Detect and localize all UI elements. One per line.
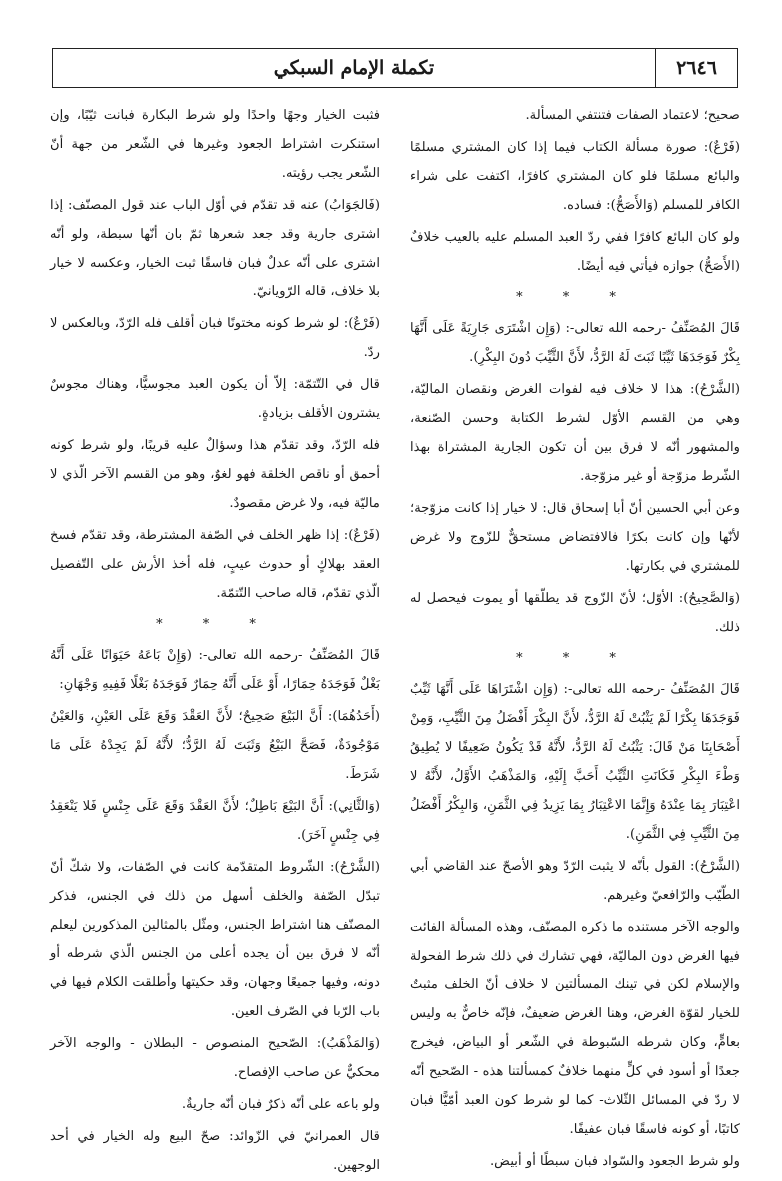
paragraph: (أَحَدُهُمَا): أَنَّ البَيْعَ صَحِيحٌ؛ لأَنَّ العَقْدَ وَقَعَ عَلَى العَيْنِ، وَالعَيْنُ مَوْجُودَةٌ، فَصَحَّ البَيْعُ وَثَبَتَ لَهُ الرَّدُّ؛ لأَنَّهُ لَمْ يَجِدْهُ عَلَى مَا شَرَطَ. (50, 709, 380, 783)
left-column (50, 102, 380, 1173)
page-title: تكملة الإمام السبكي (273, 57, 435, 79)
paragraph: (فَرْعٌ): صورة مسألة الكتاب فيما إذا كان المشتري مسلمًا والبائع مسلمًا فلو كان المشتري كافرًا، اكتفت على شراء الكافر للمسلم (وَالأَصَحُّ): فساده. (410, 139, 740, 213)
paragraph: قال العمرانيّ في الزّوائد: صحّ البيع وله الخيار في أحد الوجهين. (50, 1128, 380, 1173)
paragraph: (فَرْعٌ): إذا ظهر الخلف في الصّفة المشترطة، وقد تقدّم فسخ العقد بهلاكٍ أو حدوث عيبٍ، فله أخذ الأرش على التّفصيل الّذي تقدّم، قاله صاحب التّتمّة. (50, 527, 380, 601)
paragraph: (وَالمَذْهَبُ): الصّحيح المنصوص - البطلان - والوجه الآخر محكيٌّ عن صاحب الإفصاح. (50, 1036, 380, 1081)
paragraph: قَالَ المُصَنِّفُ -رحمه الله تعالى-: (وَإِن اشْتَرَى جَارِيَةً عَلَى أَنَّهَا بِكْرٌ فَوَجَدَهَا ثَيِّبًا ثَبَتَ لَهُ الرَّدُّ، لأَنَّ الثَّيِّبَ دُونَ البِكْرِ). (410, 321, 740, 366)
section-divider: * * * (516, 290, 634, 306)
section-divider: * * * (156, 617, 274, 633)
paragraph: قَالَ المُصَنِّفُ -رحمه الله تعالى-: (وَإِنْ بَاعَهُ حَيَوَانًا عَلَى أَنَّهُ بَغْلٌ فَوَجَدَهُ حِمَارًا، أَوْ عَلَى أَنَّهُ حِمَارٌ فَوَجَدَهُ بَغْلًا فَفِيهِ وَجْهَانِ: (50, 648, 380, 693)
paragraph: (وَالثَّانِي): أَنَّ البَيْعَ بَاطِلٌ؛ لأَنَّ العَقْدَ وَقَعَ عَلَى جِنْسٍ فَلا يَنْعَقِدُ فِي جِنْسٍ آخَرَ). (50, 798, 380, 843)
section-divider: * * * (516, 651, 634, 667)
paragraph: فثبت الخيار وجهًا واحدًا ولو شرط البكارة فبانت ثيّبًا، وإن استنكرت اشتراط الجعود وغيرها في الشّعر من جهة أنّ الشّعر يجب رؤيته. (50, 108, 380, 181)
paragraph: (فَرْعٌ): لو شرط كونه مختونًا فبان أقلف فله الرّدّ، وبالعكس لا ردّ. (50, 316, 380, 361)
paragraph: قال في التّتمّة: إلاّ أن يكون العبد مجوسيًّا، وهناك مجوسٌ يشترون الأقلف بزيادةٍ. (50, 377, 380, 422)
paragraph: (الشَّرْحُ): هذا لا خلاف فيه لفوات الغرض ونقصان الماليّة، وهي من القسم الأوّل لشرط الكتابة وحسن الصّنعة، والمشهور أنّه لا فرق بين أن تكون الجارية المشتراة بهذا الشّرط مزوّجة أو غير مزوّجة. (410, 382, 740, 484)
paragraph: صحيح؛ لاعتماد الصفات فتنتفي المسألة. (525, 108, 740, 123)
paragraph: فله الرّدّ، وقد تقدّم هذا وسؤالٌ عليه قريبًا، ولو شرط كونه أحمق أو ناقص الخلقة فهو لغوٌ، وهو من القسم الآخر الّذي لا ماليّة فيه، ولا غرض مقصودٌ. (50, 437, 380, 511)
paragraph: (فَالجَوَابُ) عنه قد تقدّم في أوّل الباب عند قول المصنّف: إذا اشترى جارية وقد جعد شعرها ثمّ بان أنّها سبطة، ولو أنّه اشترى على أنّه عدلٌ فبان فاسقًا ثبت الخيار، وعكسه لا خيار بلا خلاف، قاله الرّويانيّ. (50, 197, 380, 300)
paragraph: والوجه الآخر مستنده ما ذكره المصنّف، وهذه المسألة الفائت فيها الغرض دون الماليّة، فهي تشارك في ذلك شرط الفحولة والإسلام لكن في تينك المسألتين لا خلاف أنّ الخلف مثبتٌ للخيار لقوّة الغرض، وهنا الغرض ضعيفٌ، فإنّه خاصٌّ به وليس بعامٍّ، وكان شرطه السّبوطة في الشّعر أو البياض، فيخرج جعدًا أو أسود في كلٍّ منهما خلافٌ كمسألتنا هذه - الصّحيح أنّه لا ردّ في المسائل الثّلاث- كما لو شرط كون العبد أمّيًّا فبان كاتبًا، أو كونه فاسقًا فبان عفيفًا. (410, 919, 740, 1137)
right-column (410, 102, 740, 1169)
paragraph: ولو شرط الجعود والسّواد فبان سبطًا أو أبيض. (489, 1153, 740, 1169)
paragraph: ولو باعه على أنّه ذكرٌ فبان أنّه جاريةٌ. (181, 1097, 380, 1112)
paragraph: وعن أبي الحسين أنّ أبا إسحاق قال: لا خيار إذا كانت مزوّجة؛ لأنّها وإن كانت بكرًا فالافتضاض مستحقٌّ للزّوج ولا غرض للمشتري في بكارتها. (410, 500, 740, 574)
paragraph: ولو كان البائع كافرًا ففي ردّ العبد المسلم عليه بالعيب خلافٌ (الأَصَحُّ) جوازه فيأتي فيه أيضًا. (410, 229, 740, 274)
paragraph: (وَالصَّحِيحُ): الأوّل؛ لأنّ الزّوج قد يطلّقها أو يموت فيحصل له ذلك. (410, 590, 740, 635)
paragraph: (الشَّرْحُ): القول بأنّه لا يثبت الرّدّ وهو الأصحّ عند القاضي أبي الطّيّب والرّافعيّ وغيرهم. (410, 858, 740, 903)
paragraph: قَالَ المُصَنِّفُ -رحمه الله تعالى-: (وَإِن اشْتَرَاهَا عَلَى أَنَّهَا ثَيِّبٌ فَوَجَدَهَا بِكْرًا لَمْ يَثْبُتْ لَهُ الرَّدُّ، لأَنَّ البِكْرَ أَفْضَلُ مِنَ الثَّيِّبِ، وَمِنْ أَصْحَابِنَا مَنْ قَالَ: يَثْبُتُ لَهُ الرَّدُّ، لأَنَّهُ قَدْ يَكُونُ ضَعِيفًا لا يُطِيقُ وَطْءَ البِكْرِ فَكَانَتِ الثَّيِّبُ أَحَبَّ إِلَيْهِ، وَالمَذْهَبُ الأَوَّلُ، لأَنَّهُ لا اعْتِبَارَ بِمَا عِنْدَهُ وَإِنَّمَا الاعْتِبَارُ بِمَا يَزِيدُ فِي الثَّمَنِ، وَالبِكْرُ أَفْضَلُ مِنَ الثَّيِّبِ فِي الثَّمَنِ). (410, 682, 740, 842)
page-header (52, 48, 738, 88)
page-number: ٢٦٤٦ (655, 49, 737, 87)
text-columns (50, 102, 740, 1173)
paragraph: (الشَّرْحُ): الشّروط المتقدّمة كانت في الصّفات، ولا شكّ أنّ تبدّل الصّفة والخلف أسهل من ذلك في الجنس، فذكر المصنّف هنا اشتراط الجنس، ومثّل بالمثالين المذكورين ليعلم أنّه لا فرق بين أن يجده أعلى من الجنس الّذي شرطه أو دونه، وفيها جميعًا وجهان، وقد حكيتها وأطلقت الكلام فيها في باب الرّبا في الصّرف العين. (50, 859, 380, 1020)
